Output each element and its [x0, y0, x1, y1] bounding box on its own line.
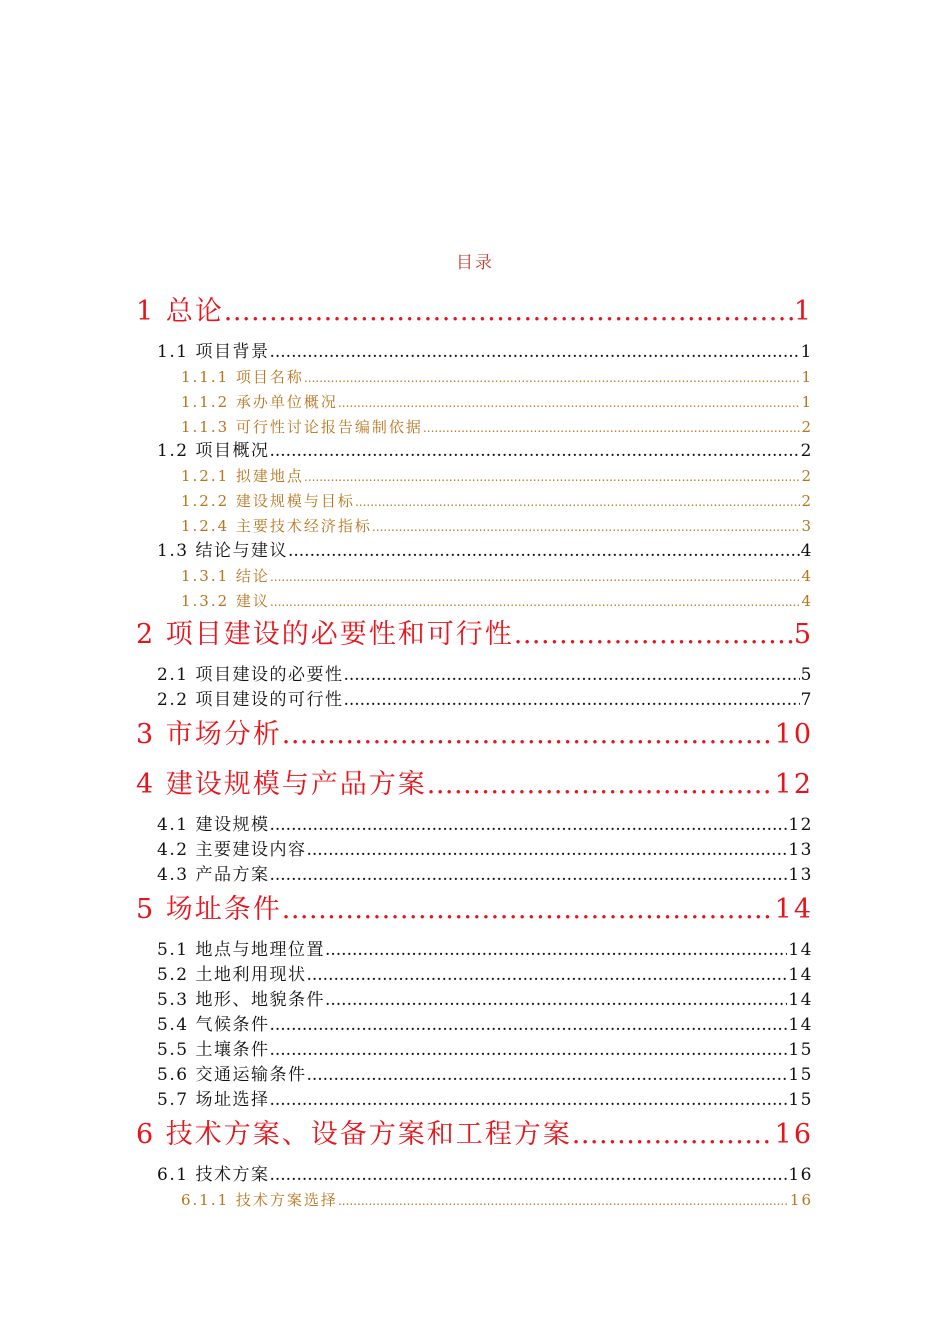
toc-entry-label: 6.1 技术方案 — [157, 1165, 270, 1186]
toc-entry-level1[interactable] — [136, 888, 813, 938]
toc-entry-page-number: 2 — [800, 441, 813, 462]
toc-entry-label: 1.2.1 拟建地点 — [181, 467, 304, 486]
toc-entry-level3[interactable] — [136, 514, 813, 539]
toc-entry-page-number: 1 — [793, 296, 813, 327]
toc-entry-page-number: 14 — [788, 990, 813, 1011]
toc-entry-level2[interactable] — [136, 1163, 813, 1188]
toc-entry-level1[interactable] — [136, 613, 813, 663]
toc-entry-level2[interactable] — [136, 988, 813, 1013]
toc-entry-level2[interactable] — [136, 813, 813, 838]
toc-entry-page-number: 3 — [801, 516, 813, 535]
toc-entry-level1[interactable] — [136, 290, 813, 340]
toc-entry-label: 6 技术方案、设备方案和工程方案 — [136, 1119, 572, 1151]
toc-entry-page-number: 15 — [788, 1065, 813, 1086]
toc-entry-page-number: 1 — [801, 392, 813, 411]
toc-dot-leader — [306, 963, 787, 988]
toc-entry-label: 5.5 土壤条件 — [157, 1040, 270, 1061]
toc-dot-leader — [269, 439, 799, 464]
toc-dot-leader — [304, 465, 801, 489]
toc-dot-leader — [427, 763, 774, 807]
toc-entry-page-number: 14 — [788, 940, 813, 961]
toc-entry-level2[interactable] — [136, 1063, 813, 1088]
toc-entry-page-number: 2 — [801, 492, 813, 511]
toc-entry-level1[interactable] — [136, 763, 813, 813]
toc-entry-page-number: 2 — [801, 467, 813, 486]
toc-dot-leader — [269, 863, 787, 888]
toc-entry-label: 4.2 主要建设内容 — [157, 840, 307, 861]
toc-dot-leader — [338, 391, 801, 415]
toc-dot-leader — [343, 688, 799, 713]
toc-dot-leader — [224, 290, 793, 334]
toc-entry-level1[interactable] — [136, 713, 813, 763]
toc-entry-page-number: 14 — [788, 965, 813, 986]
toc-entry-label: 5.2 土地利用现状 — [157, 965, 307, 986]
toc-entry-page-number: 1 — [801, 368, 813, 386]
toc-entry-level2[interactable] — [136, 838, 813, 863]
toc-entry-level2[interactable] — [136, 340, 813, 365]
toc-entry-page-number: 5 — [793, 619, 813, 651]
toc-entry-label: 1.2.4 主要技术经济指标 — [181, 516, 372, 535]
toc-entry-level2[interactable] — [136, 938, 813, 963]
toc-entry-label: 1.2.2 建设规模与目标 — [181, 492, 355, 511]
toc-entry-level3[interactable] — [136, 365, 813, 390]
toc-dot-leader — [270, 590, 801, 614]
toc-entry-label: 5.3 地形、地貌条件 — [157, 990, 325, 1011]
toc-entry-page-number: 16 — [789, 1191, 813, 1210]
toc-dot-leader — [270, 565, 801, 589]
toc-dot-leader — [282, 713, 774, 757]
toc-entry-page-number: 7 — [800, 690, 813, 711]
toc-entry-page-number: 4 — [801, 591, 813, 610]
toc-entry-level2[interactable] — [136, 1038, 813, 1063]
table-of-contents — [136, 290, 813, 1213]
toc-title: 目录 — [456, 253, 494, 273]
toc-dot-leader — [423, 416, 801, 440]
toc-dot-leader — [269, 1013, 787, 1038]
toc-entry-page-number: 16 — [788, 1165, 813, 1186]
toc-entry-label: 2.1 项目建设的必要性 — [157, 665, 344, 686]
toc-entry-label: 1.3 结论与建议 — [157, 540, 288, 561]
toc-entry-label: 1.1.3 可行性讨论报告编制依据 — [181, 417, 423, 436]
toc-dot-leader — [355, 490, 801, 514]
toc-entry-page-number: 1 — [800, 342, 813, 362]
toc-entry-level3[interactable] — [136, 390, 813, 415]
toc-entry-level2[interactable] — [136, 1088, 813, 1113]
toc-entry-page-number: 16 — [774, 1119, 813, 1151]
toc-entry-page-number: 12 — [788, 815, 813, 836]
toc-entry-page-number: 14 — [774, 894, 813, 926]
toc-entry-page-number: 2 — [801, 417, 813, 436]
toc-entry-level3[interactable] — [136, 489, 813, 514]
toc-entry-level3[interactable] — [136, 415, 813, 440]
toc-entry-label: 2.2 项目建设的可行性 — [157, 690, 344, 711]
toc-entry-label: 1 总论 — [136, 296, 224, 327]
toc-entry-page-number: 5 — [800, 665, 813, 686]
toc-entry-level2[interactable] — [136, 439, 813, 464]
toc-entry-level3[interactable] — [136, 589, 813, 614]
toc-dot-leader — [306, 1063, 787, 1088]
toc-dot-leader — [325, 988, 787, 1013]
toc-dot-leader — [338, 1189, 789, 1213]
toc-entry-page-number: 4 — [800, 540, 813, 561]
toc-entry-level3[interactable] — [136, 1188, 813, 1213]
toc-entry-level3[interactable] — [136, 564, 813, 589]
toc-entry-label: 5.4 气候条件 — [157, 1015, 270, 1036]
toc-dot-leader — [306, 838, 787, 863]
toc-dot-leader — [269, 340, 799, 365]
toc-dot-leader — [343, 663, 799, 688]
toc-entry-label: 1.1 项目背景 — [157, 342, 270, 362]
toc-entry-level2[interactable] — [136, 963, 813, 988]
toc-entry-label: 1.3.1 结论 — [181, 566, 270, 585]
toc-dot-leader — [372, 515, 801, 539]
toc-entry-label: 4.1 建设规模 — [157, 815, 270, 836]
toc-entry-page-number: 14 — [788, 1015, 813, 1036]
toc-entry-label: 4.3 产品方案 — [157, 865, 270, 886]
toc-entry-label: 5.1 地点与地理位置 — [157, 940, 325, 961]
toc-entry-label: 2 项目建设的必要性和可行性 — [136, 619, 514, 651]
toc-dot-leader — [325, 938, 787, 963]
toc-entry-label: 6.1.1 技术方案选择 — [181, 1191, 338, 1210]
toc-entry-page-number: 15 — [788, 1090, 813, 1111]
toc-entry-label: 4 建设规模与产品方案 — [136, 769, 427, 801]
toc-entry-page-number: 15 — [788, 1040, 813, 1061]
toc-dot-leader — [304, 366, 801, 390]
toc-entry-label: 1.1.1 项目名称 — [181, 368, 304, 386]
toc-dot-leader — [269, 813, 787, 838]
toc-entry-level1[interactable] — [136, 1113, 813, 1163]
toc-entry-level2[interactable] — [136, 688, 813, 713]
toc-entry-level2[interactable] — [136, 663, 813, 688]
toc-entry-label: 1.3.2 建议 — [181, 591, 270, 610]
toc-entry-page-number: 13 — [788, 840, 813, 861]
toc-entry-page-number: 10 — [774, 719, 813, 751]
toc-dot-leader — [269, 1088, 787, 1113]
toc-dot-leader — [269, 1038, 787, 1063]
toc-entry-label: 1.2 项目概况 — [157, 441, 270, 462]
toc-entry-page-number: 12 — [774, 769, 813, 801]
toc-entry-level3[interactable] — [136, 464, 813, 489]
toc-dot-leader — [572, 1113, 774, 1157]
toc-dot-leader — [282, 888, 774, 932]
toc-dot-leader — [288, 539, 800, 564]
toc-entry-label: 5 场址条件 — [136, 894, 282, 926]
toc-entry-page-number: 13 — [788, 865, 813, 886]
toc-entry-level2[interactable] — [136, 539, 813, 564]
toc-dot-leader — [269, 1163, 787, 1188]
toc-entry-level2[interactable] — [136, 1013, 813, 1038]
toc-entry-label: 5.6 交通运输条件 — [157, 1065, 307, 1086]
toc-entry-page-number: 4 — [801, 566, 813, 585]
toc-entry-label: 1.1.2 承办单位概况 — [181, 392, 338, 411]
toc-dot-leader — [514, 613, 793, 657]
toc-entry-label: 5.7 场址选择 — [157, 1090, 270, 1111]
toc-entry-level2[interactable] — [136, 863, 813, 888]
toc-entry-label: 3 市场分析 — [136, 719, 282, 751]
